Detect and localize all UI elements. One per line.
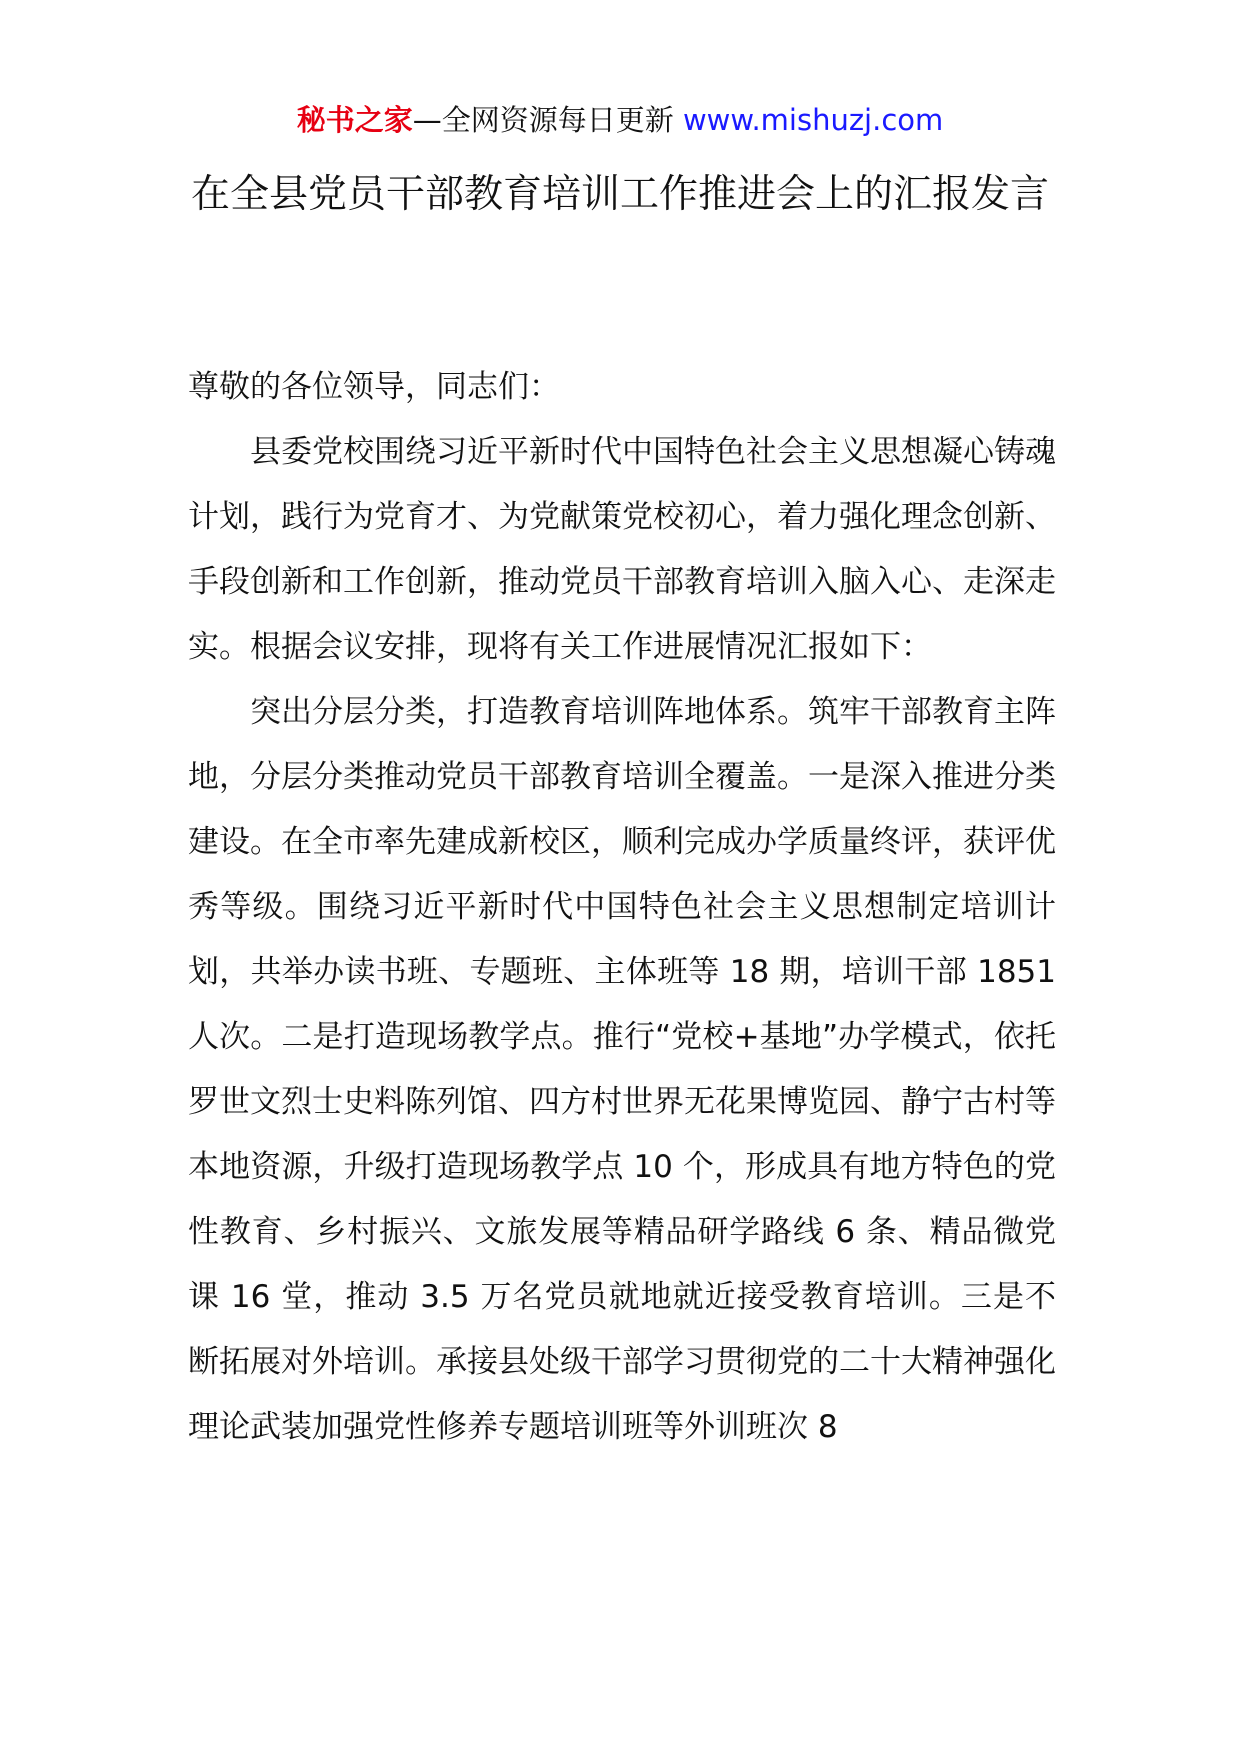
site-url-link[interactable]: www.mishuzj.com: [682, 103, 944, 137]
document-body: [188, 355, 1056, 1460]
site-header: [0, 100, 1240, 140]
header-tagline: —全网资源每日更新: [412, 103, 683, 137]
brand-name: 秘书之家: [296, 103, 413, 137]
paragraph-intro: 县委党校围绕习近平新时代中国特色社会主义思想凝心铸魂计划，践行为党育才、为党献策党校初心，着力强化理念创新、手段创新和工作创新，推动党员干部教育培训入脑入心、走深走实。根据会议安排，现将有关工作进展情况汇报如下：: [188, 434, 1056, 665]
paragraph-section-1: 突出分层分类，打造教育培训阵地体系。筑牢干部教育主阵地，分层分类推动党员干部教育培训全覆盖。一是深入推进分类建设。在全市率先建成新校区，顺利完成办学质量终评，获评优秀等级。围绕习近平新时代中国特色社会主义思想制定培训计划，共举办读书班、专题班、主体班等 18 期，培训干部 1851 人次。二是打造现场教学点。推行“党校+基地”办学模式，依托罗世文烈士史料陈列馆、四方村世界无花果博览园、静宁古村等本地资源，升级打造现场教学点 10 个，形成具有地方特色的党性教育、乡村振兴、文旅发展等精品研学路线 6 条、精品微党课 16 堂，推动 3.5 万名党员就地就近接受教育培训。三是不断拓展对外培训。承接县处级干部学习贯彻党的二十大精神强化理论武装加强党性修养专题培训班等外训班次 8: [188, 694, 1056, 1445]
document-title: 在全县党员干部教育培训工作推进会上的汇报发言: [190, 172, 1049, 217]
salutation: 尊敬的各位领导，同志们：: [188, 369, 560, 405]
